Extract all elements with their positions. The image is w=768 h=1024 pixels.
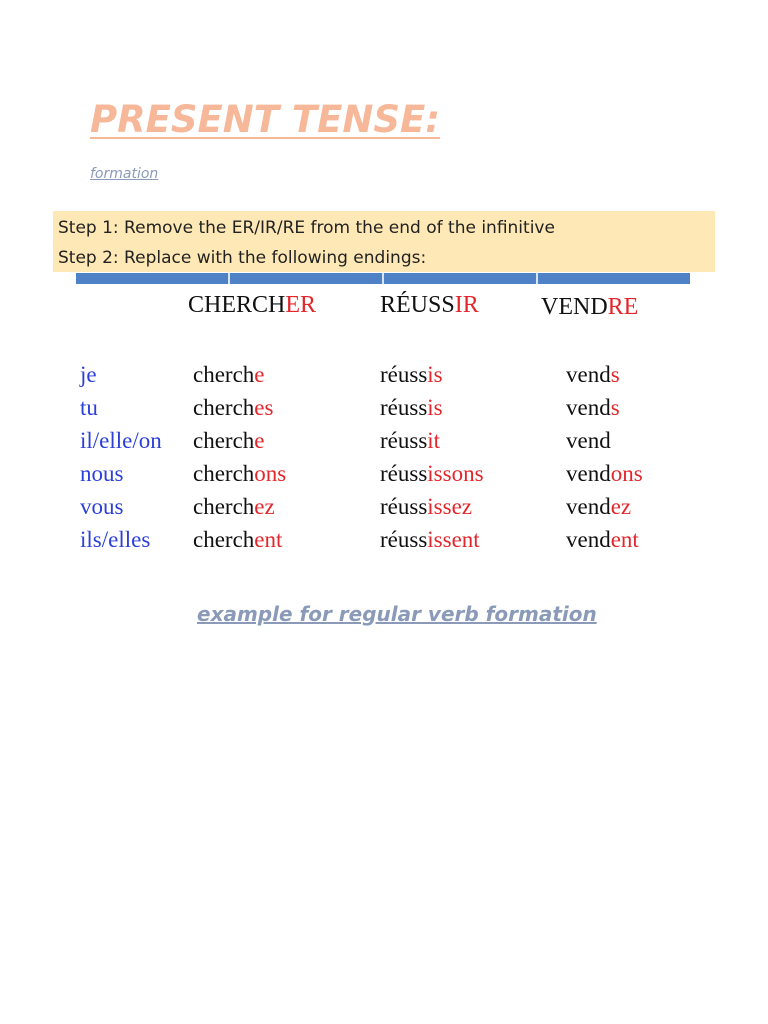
header-strip-separator [382,273,384,284]
verb-ending: issez [427,494,472,519]
step-2-text: Step 2: Replace with the following endings: [58,248,427,268]
header-ending: IR [454,292,479,318]
verb-stem: cherch [193,428,255,453]
page-title: PRESENT TENSE: [90,98,441,141]
header-stem: RÉUSS [380,292,455,318]
form-ir-tu [380,395,443,421]
form-er-nous [193,461,286,487]
verb-stem: vend [566,362,611,387]
verb-ending: ons [610,461,643,486]
verb-stem: vend [566,494,611,519]
table-header-strip [76,273,690,284]
verb-stem: cherch [193,494,255,519]
header-strip-separator [536,273,538,284]
header-ending: ER [285,292,317,318]
form-er-vous [193,494,275,520]
verb-ending: ez [610,494,632,519]
verb-ending: is [427,395,443,420]
verb-stem: vend [566,461,611,486]
verb-stem: réuss [380,494,428,519]
pronoun-ils-elles: ils/elles [80,527,151,552]
header-stem: CHERCH [188,292,286,318]
verb-stem: réuss [380,461,428,486]
figure-caption: example for regular verb formation [197,602,597,626]
formation-subtitle: formation [90,166,159,182]
form-er-il [193,428,265,454]
form-ir-ils [380,527,480,553]
header-stem: VEND [541,294,608,320]
verb-stem: vend [566,395,611,420]
verb-stem: vend [566,527,611,552]
form-ir-je [380,362,443,388]
verb-stem: réuss [380,428,428,453]
form-ir-nous [380,461,484,487]
verb-stem: réuss [380,395,428,420]
verb-stem: réuss [380,527,428,552]
verb-ending: ez [254,494,275,519]
conjugation-table [0,284,768,574]
verb-ending: ons [254,461,287,486]
header-strip-separator [228,273,230,284]
form-re-il [566,428,611,454]
verb-ending: e [254,362,265,387]
verb-stem: cherch [193,362,255,387]
form-ir-vous [380,494,472,520]
verb-ending: is [427,362,443,387]
steps-box [53,211,715,272]
verb-stem: vend [566,428,611,453]
verb-ending: ent [610,527,639,552]
form-re-tu [566,395,620,421]
verb-stem: cherch [193,395,255,420]
verb-ending: ent [254,527,283,552]
header-re-verb [541,294,638,321]
verb-ending: issons [427,461,484,486]
form-re-nous [566,461,643,487]
header-ending: RE [607,294,639,320]
form-re-je [566,362,620,388]
verb-ending: issent [427,527,480,552]
pronoun-il-elle-on: il/elle/on [80,428,162,453]
form-re-ils [566,527,639,553]
verb-stem: cherch [193,527,255,552]
form-er-ils [193,527,282,553]
header-er-verb [188,292,316,319]
verb-stem: cherch [193,461,255,486]
form-ir-il [380,428,440,454]
form-er-tu [193,395,273,421]
verb-stem: réuss [380,362,428,387]
form-er-je [193,362,265,388]
verb-ending: s [610,362,620,387]
pronoun-vous: vous [80,494,124,519]
header-ir-verb [380,292,479,319]
pronoun-tu: tu [80,395,98,420]
form-re-vous [566,494,631,520]
pronoun-nous: nous [80,461,124,486]
step-1-text: Step 1: Remove the ER/IR/RE from the end of the infinitive [58,218,555,238]
pronoun-je: je [80,362,97,387]
verb-ending: e [254,428,265,453]
verb-ending: it [427,428,441,453]
verb-ending: s [610,395,620,420]
verb-ending: es [254,395,274,420]
